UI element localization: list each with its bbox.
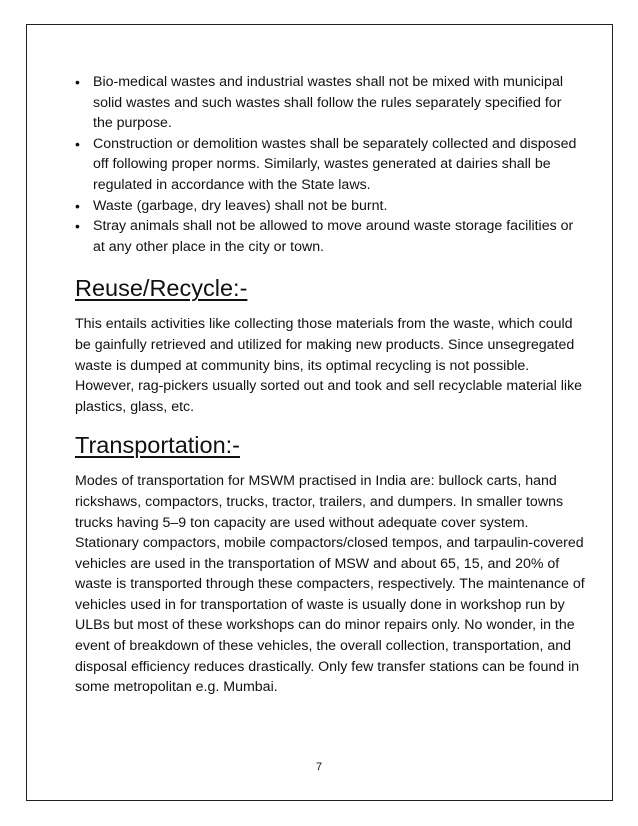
bullet-item-construction: • Construction or demolition wastes shall be separately collected and disposed off following proper norms. Similarly, wastes generated at dairies shall be regulated in accordance with the State laws. [75,134,585,196]
bullet-item-biomedical: • Bio-medical wastes and industrial wastes shall not be mixed with municipal solid wastes and such wastes shall follow the rules separately specified for the purpose. [75,72,585,134]
reuse-recycle-heading: Reuse/Recycle:- [75,275,248,302]
page-content [75,72,585,698]
bullet-item-burning: • Waste (garbage, dry leaves) shall not be burnt. [75,196,585,217]
transportation-paragraph: Modes of transportation for MSWM practised in India are: bullock carts, hand rickshaws, compactors, trucks, tractor, trailers, and dumpers. In smaller towns trucks having 5–9 ton capacity are used without adequate cover system. Stationary compactors, mobile compactors/closed tempos, and tarpaulin-covered vehicles are used in the transportation of MSW and about 65, 15, and 20% of waste is transported through these compacters, respectively. The maintenance of vehicles used in for transportation of waste is usually done in workshop run by ULBs but most of these workshops can do minor repairs only. No wonder, in the event of breakdown of these vehicles, the overall collection, transportation, and disposal efficiency reduces drastically. Only few transfer stations can be found in some metropolitan e.g. Mumbai. [75,473,585,696]
rules-bullet-list [75,72,585,257]
page-number: 7 [315,761,323,773]
transportation-heading: Transportation:- [75,432,241,459]
reuse-recycle-paragraph: This entails activities like collecting those materials from the waste, which could be gainfully retrieved and utilized for making new products. Since unsegregated waste is dumped at community bins, its optimal recycling is not possible. However, rag-pickers usually sorted out and took and sell recyclable material like plastics, glass, etc. [75,316,583,415]
bullet-item-stray-animals: • Stray animals shall not be allowed to move around waste storage facilities or at any other place in the city or town. [75,216,585,257]
